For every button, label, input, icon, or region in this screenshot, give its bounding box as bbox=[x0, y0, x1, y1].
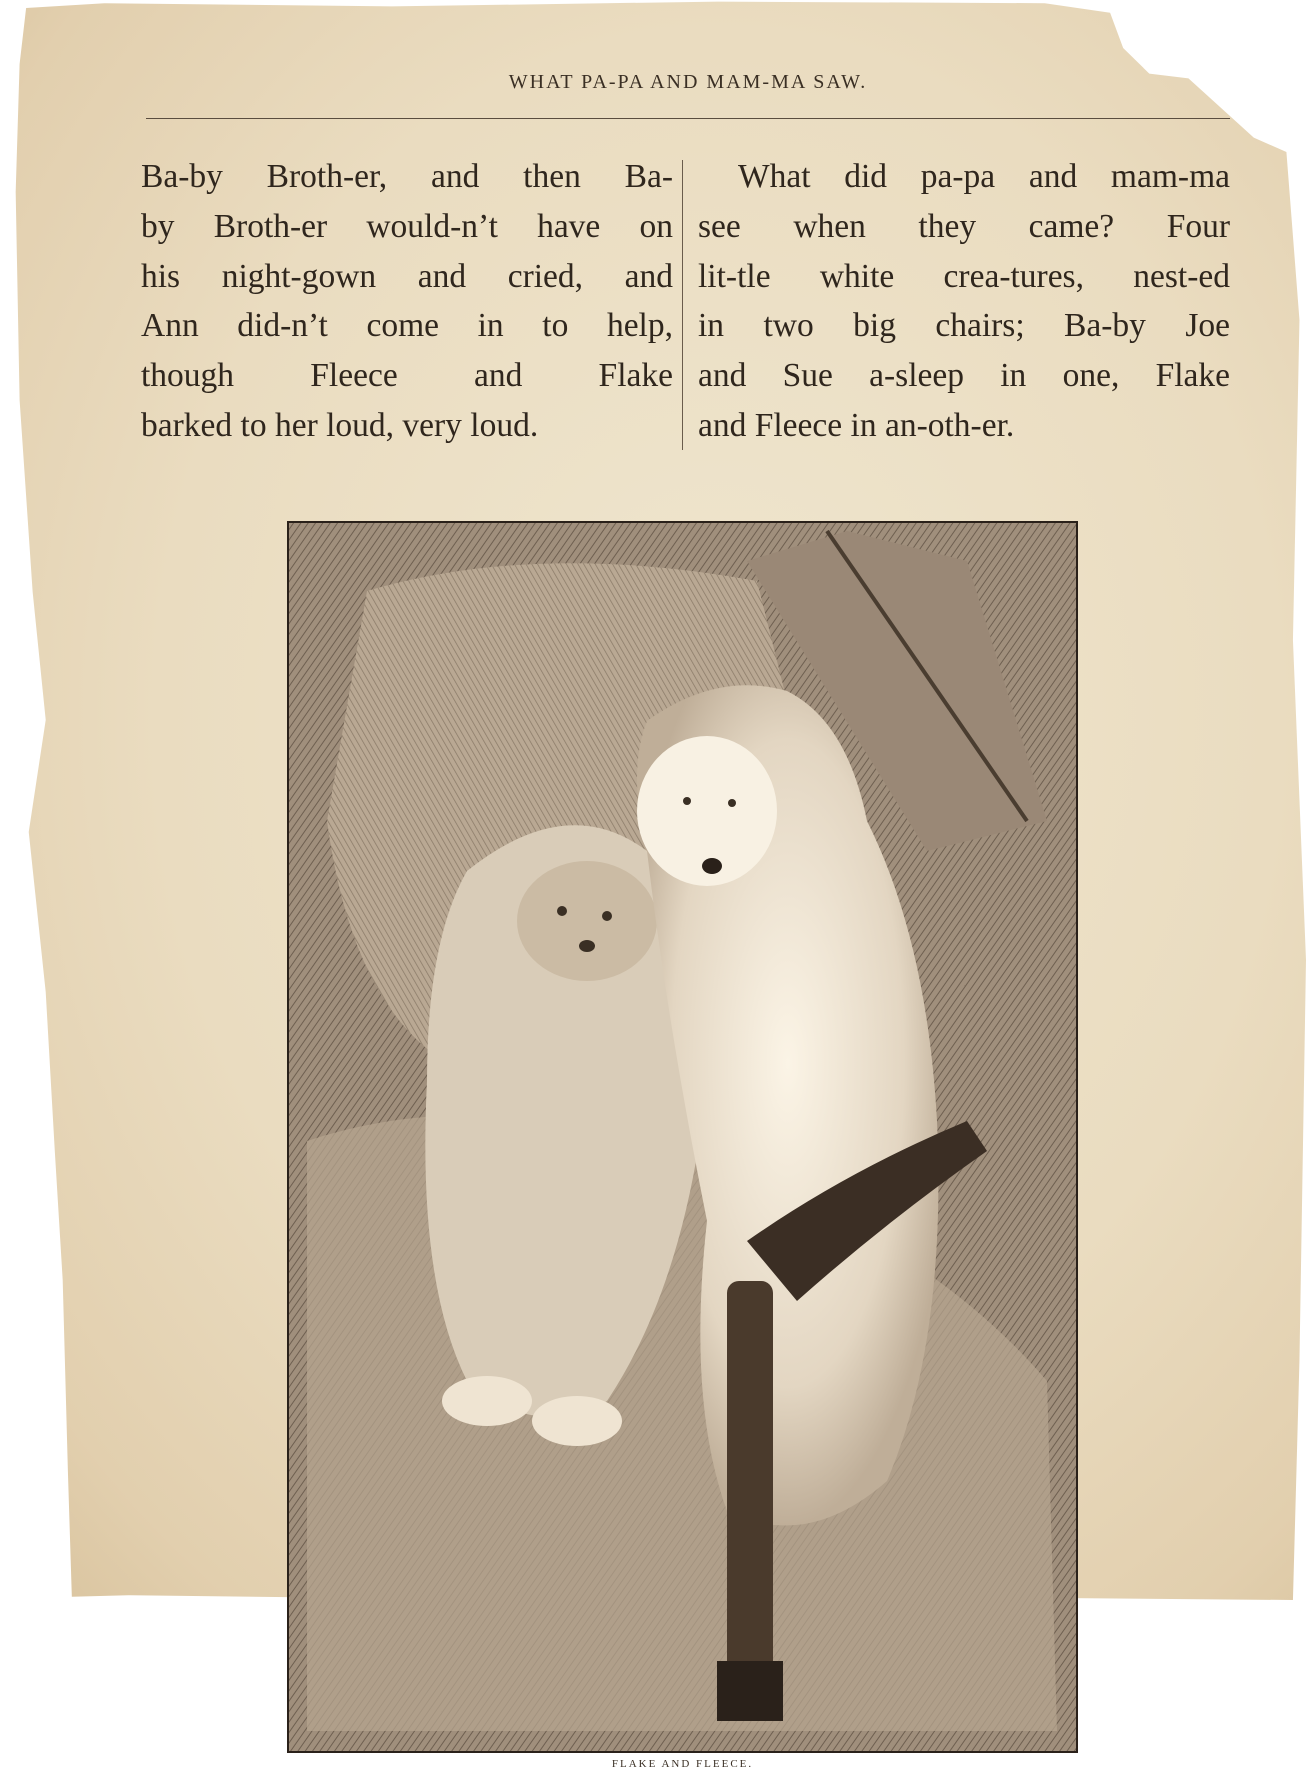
left-text-column bbox=[141, 152, 673, 451]
illustration-caption: FLAKE AND FLEECE. bbox=[611, 1758, 754, 1770]
text-line: by Broth-er would-n’t have on bbox=[141, 207, 673, 245]
text-line: in two big chairs; Ba-by Joe bbox=[698, 307, 1230, 345]
text-line: Ann did-n’t come in to help, bbox=[141, 307, 673, 345]
text-line: barked to her loud, very loud. bbox=[141, 406, 539, 444]
text-line: his night-gown and cried, and bbox=[141, 257, 673, 295]
header-rule bbox=[146, 118, 1230, 119]
text-line: see when they came? Four bbox=[698, 207, 1230, 245]
text-line: What did pa-pa and mam-ma bbox=[738, 158, 1230, 195]
text-line: Ba-by Broth-er, and then Ba- bbox=[141, 158, 673, 195]
text-line: and Fleece in an-oth-er. bbox=[698, 406, 1015, 444]
column-divider bbox=[682, 160, 683, 450]
running-header: WHAT PA-PA AND MAM-MA SAW. bbox=[508, 71, 868, 93]
illustration-frame bbox=[287, 521, 1078, 1753]
text-line: and Sue a-sleep in one, Flake bbox=[698, 357, 1230, 395]
right-text-column bbox=[698, 152, 1230, 451]
text-line: lit-tle white crea-tures, nest-ed bbox=[698, 257, 1230, 295]
text-line: though Fleece and Flake bbox=[141, 357, 673, 395]
